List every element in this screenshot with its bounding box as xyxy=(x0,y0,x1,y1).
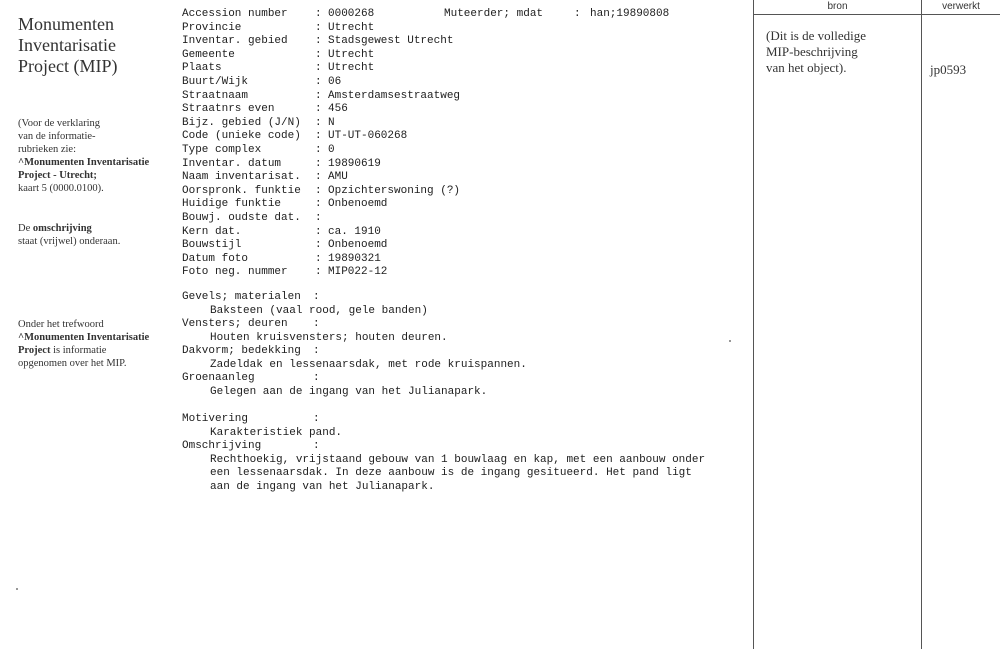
field-label: Plaats xyxy=(182,62,222,75)
field-value: UT-UT-060268 xyxy=(328,130,408,143)
field-label: Gemeente xyxy=(182,48,235,61)
bron-line: MIP-beschrijving xyxy=(766,44,858,59)
field-colon: : xyxy=(315,212,322,224)
field-value: MIP022-12 xyxy=(328,266,388,279)
field-colon: : xyxy=(315,198,322,211)
field-colon: : xyxy=(574,8,581,20)
field-colon: : xyxy=(315,116,322,129)
field-label: Bouwj. oudste dat. xyxy=(182,212,301,224)
section-colon: : xyxy=(313,413,320,425)
field-label: Code (unieke code) xyxy=(182,130,301,143)
field-value: 19890321 xyxy=(328,252,381,265)
section-label: Groenaanleg xyxy=(182,372,255,384)
sidebar-note-verklaring xyxy=(18,117,168,195)
field-colon: : xyxy=(315,252,322,265)
sidebar-title-line: Inventarisatie xyxy=(18,35,116,55)
field-colon: : xyxy=(315,144,322,156)
field-colon: : xyxy=(315,266,322,279)
field-value: Opzichterswoning (?) xyxy=(328,184,461,197)
field-label: Foto neg. nummer xyxy=(182,266,288,279)
note-line: rubrieken zie: xyxy=(18,144,77,155)
field-colon: : xyxy=(315,62,322,75)
section-label: Vensters; deuren xyxy=(182,318,288,330)
field-value: Amsterdamsestraatweg xyxy=(328,89,461,102)
field-label: Straatnaam xyxy=(182,89,249,102)
field-colon: : xyxy=(315,103,322,116)
sidebar-title-line: Monumenten xyxy=(18,14,114,34)
note-line: van de informatie- xyxy=(18,131,96,142)
omschrijving-line: een lessenaarsdak. In deze aanbouw is de ingang gesitueerd. Het pand ligt xyxy=(210,467,692,480)
sidebar-note-omschrijving xyxy=(18,222,168,248)
field-label: Accession number xyxy=(182,8,288,20)
field-value: AMU xyxy=(328,171,348,184)
section-colon: : xyxy=(313,372,320,384)
note-bold: omschrijving xyxy=(32,223,92,234)
field-label: Inventar. datum xyxy=(182,157,282,170)
mutator-value: han;19890808 xyxy=(590,8,670,20)
note-bold-line: Project - Utrecht; xyxy=(18,170,97,181)
bron-line: (Dit is de volledige xyxy=(766,28,867,43)
section-text: Gelegen aan de ingang van het Julianapark. xyxy=(210,385,488,398)
field-colon: : xyxy=(315,21,322,34)
note-line: Onder het trefwoord xyxy=(18,319,104,330)
section-colon: : xyxy=(313,318,320,330)
note-bold-line: ^Monumenten Inventarisatie xyxy=(18,157,150,168)
table-header-rule xyxy=(753,14,1000,15)
field-colon: : xyxy=(315,76,322,88)
note-bold: Project xyxy=(18,345,51,356)
section-text: Houten kruisvensters; houten deuren. xyxy=(210,331,448,344)
scan-speck xyxy=(16,588,18,590)
field-colon: : xyxy=(315,130,322,143)
field-colon: : xyxy=(315,225,322,238)
section-text: Baksteen (vaal rood, gele banden) xyxy=(210,304,428,317)
field-label: Buurt/Wijk xyxy=(182,76,249,88)
column-header-bron: bron xyxy=(827,1,848,12)
scan-speck xyxy=(729,340,731,342)
verwerkt-cell: jp0593 xyxy=(930,62,967,77)
field-value: 456 xyxy=(328,103,348,116)
omschrijving-line: aan de ingang van het Julianapark. xyxy=(210,480,435,493)
field-label: Bijz. gebied (J/N) xyxy=(182,116,301,129)
field-colon: : xyxy=(315,184,322,197)
field-colon: : xyxy=(315,239,322,252)
field-colon: : xyxy=(315,89,322,102)
field-value: 0 xyxy=(328,144,335,156)
note-line: staat (vrijwel) onderaan. xyxy=(18,236,121,247)
note-text: De xyxy=(18,223,33,234)
field-label: Inventar. gebied xyxy=(182,35,288,48)
field-label: Straatnrs even xyxy=(182,103,275,116)
sidebar-title-line: Project (MIP) xyxy=(18,56,118,76)
section-colon: : xyxy=(313,440,320,452)
field-colon: : xyxy=(315,157,322,170)
field-value: Onbenoemd xyxy=(328,198,388,211)
section-text: Zadeldak en lessenaarsdak, met rode kruispannen. xyxy=(210,358,527,371)
section-label: Dakvorm; bedekking xyxy=(182,345,301,357)
note-line: opgenomen over het MIP. xyxy=(18,358,127,369)
field-value: Onbenoemd xyxy=(328,239,388,252)
note-text: is informatie xyxy=(50,345,107,356)
field-value: Utrecht xyxy=(328,62,375,75)
note-line: kaart 5 (0000.0100). xyxy=(18,183,104,194)
field-value: 0000268 xyxy=(328,8,375,20)
field-colon: : xyxy=(315,171,322,184)
sidebar-title xyxy=(18,14,168,77)
field-label: Datum foto xyxy=(182,252,249,265)
sidebar-note-trefwoord xyxy=(18,318,168,370)
column-header-verwerkt: verwerkt xyxy=(942,1,980,12)
field-label: Provincie xyxy=(182,21,242,34)
omschrijving-text xyxy=(210,454,735,495)
section-colon: : xyxy=(313,291,320,303)
field-colon: : xyxy=(315,8,322,20)
field-colon: : xyxy=(315,48,322,61)
mutator-field xyxy=(444,8,670,20)
note-bold-line: ^Monumenten Inventarisatie xyxy=(18,332,150,343)
field-label: Type complex xyxy=(182,144,262,156)
field-value: 06 xyxy=(328,76,342,88)
section-label: Motivering xyxy=(182,413,249,425)
field-label: Bouwstijl xyxy=(182,239,242,252)
field-value: Stadsgewest Utrecht xyxy=(328,35,454,48)
field-label: Kern dat. xyxy=(182,225,242,238)
field-value: Utrecht xyxy=(328,48,375,61)
mutator-label: Muteerder; mdat xyxy=(444,8,544,20)
field-label: Oorspronk. funktie xyxy=(182,184,301,197)
omschrijving-line: Rechthoekig, vrijstaand gebouw van 1 bouwlaag en kap, met een aanbouw onder xyxy=(210,453,706,466)
field-value: 19890619 xyxy=(328,157,381,170)
note-line: (Voor de verklaring xyxy=(18,118,101,129)
field-value: Utrecht xyxy=(328,21,375,34)
section-label: Gevels; materialen xyxy=(182,291,301,303)
field-label: Naam inventarisat. xyxy=(182,171,301,184)
field-label: Huidige funktie xyxy=(182,198,282,211)
bron-line: van het object). xyxy=(766,60,847,75)
section-text: Karakteristiek pand. xyxy=(210,426,343,439)
bron-cell xyxy=(766,28,916,76)
field-value: ca. 1910 xyxy=(328,225,381,238)
field-value: N xyxy=(328,116,335,129)
section-label: Omschrijving xyxy=(182,440,262,452)
table-divider xyxy=(753,0,754,649)
section-colon: : xyxy=(313,345,320,357)
field-colon: : xyxy=(315,35,322,48)
table-divider xyxy=(921,0,922,649)
